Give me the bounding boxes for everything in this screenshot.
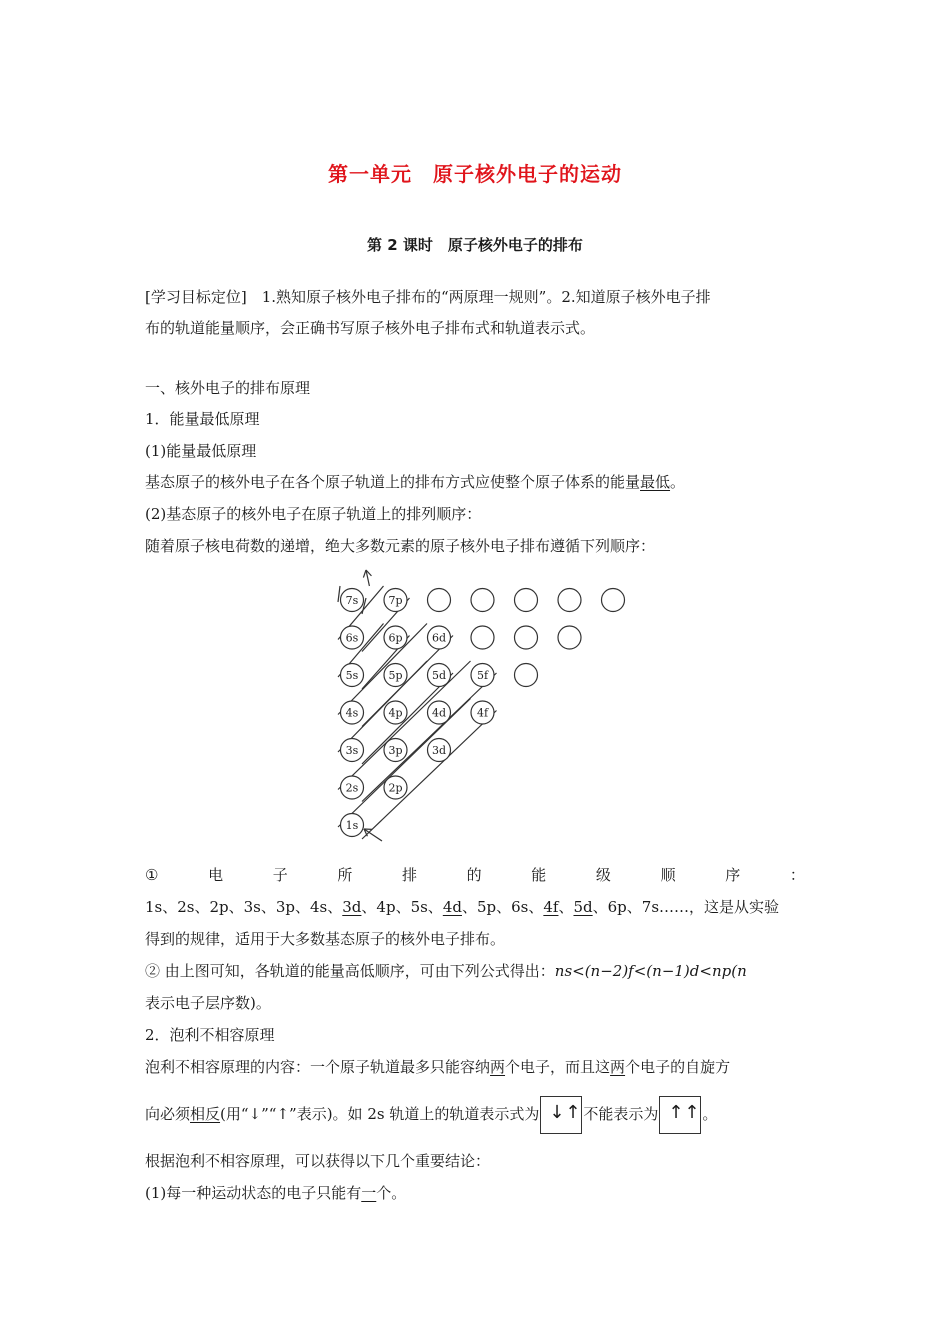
orbital-circles bbox=[341, 589, 625, 837]
pauli-paragraph-1 bbox=[145, 1056, 730, 1078]
answer-underline: 4f bbox=[543, 898, 559, 916]
orbital-label: 5p bbox=[388, 669, 403, 682]
spin-up-arrow: ↑ bbox=[668, 1102, 684, 1123]
section-heading: 一、核外电子的排布原理 bbox=[145, 379, 311, 397]
orbital-label: 2p bbox=[388, 781, 403, 795]
spread-char: 顺 bbox=[660, 866, 676, 884]
sub-heading-1: (1)能量最低原理 bbox=[145, 442, 257, 460]
orbital-circle bbox=[515, 664, 538, 687]
orbital-circle bbox=[558, 626, 581, 649]
spin-up-arrow: ↑ bbox=[565, 1102, 581, 1123]
diagonal-arrow-line bbox=[338, 586, 340, 602]
spread-char: 的 bbox=[466, 866, 482, 884]
orbital-circle bbox=[471, 626, 494, 649]
answer-underline: 相反 bbox=[190, 1105, 221, 1123]
text: 、 bbox=[558, 898, 574, 916]
spread-char: 级 bbox=[595, 866, 611, 884]
orbital-label: 3s bbox=[345, 744, 359, 757]
text: 个。 bbox=[376, 1184, 407, 1202]
answer-underline: 3d bbox=[342, 898, 362, 916]
orbital-circle bbox=[602, 589, 625, 612]
orbital-label: 6p bbox=[388, 631, 403, 645]
text: 个电子的自旋方 bbox=[625, 1058, 731, 1076]
orbital-label: 7s bbox=[345, 594, 359, 607]
text: 个电子，而且这 bbox=[505, 1058, 611, 1076]
text: (1)每一种运动状态的电子只能有 bbox=[145, 1184, 362, 1202]
item-1-heading: 1．能量最低原理 bbox=[145, 410, 260, 428]
orbital-label: 2s bbox=[345, 781, 359, 795]
orbital-label: 4d bbox=[431, 706, 447, 720]
spread-char: 子 bbox=[272, 866, 288, 884]
orbital-circle bbox=[515, 589, 538, 612]
item-2-heading: 2．泡利不相容原理 bbox=[145, 1026, 275, 1044]
orbital-label: 6d bbox=[431, 631, 447, 645]
paragraph-lowest-energy bbox=[145, 471, 685, 493]
orbital-label: 1s bbox=[345, 819, 359, 832]
orbital-circle bbox=[558, 589, 581, 612]
spread-char: 排 bbox=[402, 866, 418, 884]
text: 不能表示为 bbox=[583, 1105, 659, 1123]
text: 、6p、7s……，这是从实验 bbox=[592, 898, 780, 916]
diagonal-arrow-line bbox=[362, 711, 497, 840]
spread-char: ① bbox=[145, 866, 159, 884]
text: (用“↓”“↑”表示)。如 2s 轨道上的轨道表示式为 bbox=[220, 1105, 540, 1123]
orbital-label: 5d bbox=[431, 669, 447, 682]
order-applicability: 得到的规律，适用于大多数基态原子的核外电子排布。 bbox=[145, 930, 506, 948]
energy-formula: ns<(n−2)f<(n−1)d<np(n bbox=[554, 962, 747, 980]
orbital-order-diagram bbox=[300, 560, 640, 860]
orbital-label: 5s bbox=[345, 669, 359, 682]
orbital-label: 7p bbox=[388, 594, 403, 607]
orbital-circle bbox=[471, 589, 494, 612]
orbital-label: 3d bbox=[431, 744, 447, 757]
answer-underline: 两 bbox=[610, 1058, 626, 1076]
orbital-box-correct bbox=[540, 1096, 582, 1134]
text: 、5p、6s、 bbox=[461, 898, 544, 916]
spread-char: 序 bbox=[725, 866, 741, 884]
orbital-label: 4p bbox=[388, 706, 403, 720]
lesson-subtitle: 第 2 课时 原子核外电子的排布 bbox=[367, 236, 583, 254]
orbital-label: 4s bbox=[345, 706, 359, 720]
answer-underline: 4d bbox=[442, 898, 462, 916]
orbital-label: 4f bbox=[476, 706, 489, 720]
orbital-label: 5f bbox=[476, 669, 489, 682]
text: ② 由上图可知，各轨道的能量高低顺序，可由下列公式得出： bbox=[145, 962, 555, 980]
text: 、4p、5s、 bbox=[361, 898, 443, 916]
unit-title: 第一单元 原子核外电子的运动 bbox=[328, 162, 622, 186]
orbital-circle bbox=[515, 626, 538, 649]
text: 。 bbox=[702, 1105, 718, 1123]
orbital-label: 3p bbox=[388, 744, 403, 757]
orbital-box-incorrect bbox=[659, 1096, 701, 1134]
text: 1s、2s、2p、3s、3p、4s、 bbox=[145, 898, 343, 916]
text: 向必须 bbox=[145, 1105, 191, 1123]
answer-underline: 两 bbox=[490, 1058, 506, 1076]
spread-char: 能 bbox=[531, 866, 547, 884]
answer-underline: 最低 bbox=[640, 473, 671, 491]
text: 泡利不相容原理的内容：一个原子轨道最多只能容纳 bbox=[145, 1058, 491, 1076]
pauli-paragraph-2 bbox=[145, 1094, 717, 1134]
formula-end: 表示电子层序数)。 bbox=[145, 994, 271, 1012]
sub-heading-2: (2)基态原子的核外电子在原子轨道上的排列顺序： bbox=[145, 505, 482, 523]
text: 。 bbox=[670, 473, 686, 491]
orbital-circle bbox=[428, 589, 451, 612]
formula-line bbox=[145, 960, 747, 982]
spin-down-arrow: ↓ bbox=[549, 1102, 565, 1123]
objectives-line-2: 布的轨道能量顺序，会正确书写原子核外电子排布式和轨道表示式。 bbox=[145, 319, 596, 337]
paragraph-order-intro: 随着原子核电荷数的递增，绝大多数元素的原子核外电子排布遵循下列顺序： bbox=[145, 537, 656, 555]
answer-underline: 5d bbox=[573, 898, 593, 916]
diagonal-arrow-line bbox=[362, 673, 497, 802]
answer-underline: 一 bbox=[361, 1184, 377, 1202]
pauli-conclusion-1 bbox=[145, 1182, 406, 1204]
spread-char: 所 bbox=[337, 866, 353, 884]
spread-char: 电 bbox=[208, 866, 224, 884]
orbital-label: 6s bbox=[345, 631, 359, 645]
order-sequence bbox=[145, 896, 779, 918]
pauli-conclusions-intro: 根据泡利不相容原理，可以获得以下几个重要结论： bbox=[145, 1152, 491, 1170]
text: 基态原子的核外电子在各个原子轨道上的排布方式应使整个原子体系的能量 bbox=[145, 473, 641, 491]
spin-up-arrow: ↑ bbox=[684, 1102, 700, 1123]
order-heading-spread bbox=[145, 864, 805, 886]
objectives-line-1: [学习目标定位] 1.熟知原子核外电子排布的“两原理一规则”。2.知道原子核外电子排 bbox=[145, 288, 711, 306]
spread-char: ： bbox=[789, 866, 805, 884]
